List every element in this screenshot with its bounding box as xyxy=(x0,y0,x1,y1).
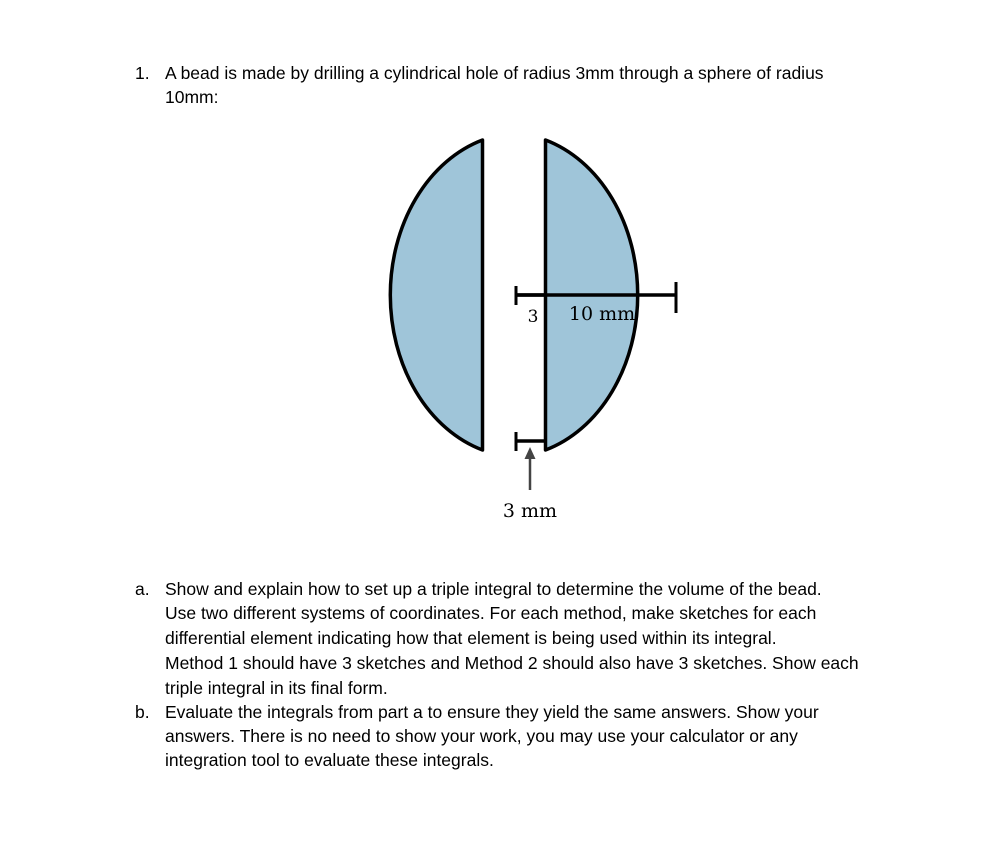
arrow-up-icon xyxy=(525,447,536,459)
part-a-marker: a. xyxy=(135,579,150,599)
bead-cross-section-figure xyxy=(340,125,700,535)
hole-radius-label: 3 xyxy=(527,307,539,327)
problem-intro-line-2: 10mm: xyxy=(165,87,219,107)
part-a-line-4: Method 1 should have 3 sketches and Method 2 should also have 3 sketches. Show each xyxy=(165,653,859,673)
hole-width-label: 3 mm xyxy=(502,500,558,522)
part-a-line-3: differential element indicating how that element is being used within its integral. xyxy=(165,628,777,648)
part-a-line-5: triple integral in its final form. xyxy=(165,678,388,698)
part-b-line-2: answers. There is no need to show your work, you may use your calculator or any xyxy=(165,726,798,746)
problem-intro-line-1: A bead is made by drilling a cylindrical hole of radius 3mm through a sphere of radius xyxy=(165,63,824,83)
part-b-line-3: integration tool to evaluate these integrals. xyxy=(165,750,494,770)
part-a-line-1: Show and explain how to set up a triple integral to determine the volume of the bead. xyxy=(165,579,822,599)
part-a-line-2: Use two different systems of coordinates. For each method, make sketches for each xyxy=(165,603,817,623)
sphere-radius-label: 10 mm xyxy=(568,303,636,325)
left-sphere-half xyxy=(390,140,482,450)
part-b-line-1: Evaluate the integrals from part a to ensure they yield the same answers. Show your xyxy=(165,702,819,722)
part-b-marker: b. xyxy=(135,702,150,722)
problem-number: 1. xyxy=(135,63,150,83)
